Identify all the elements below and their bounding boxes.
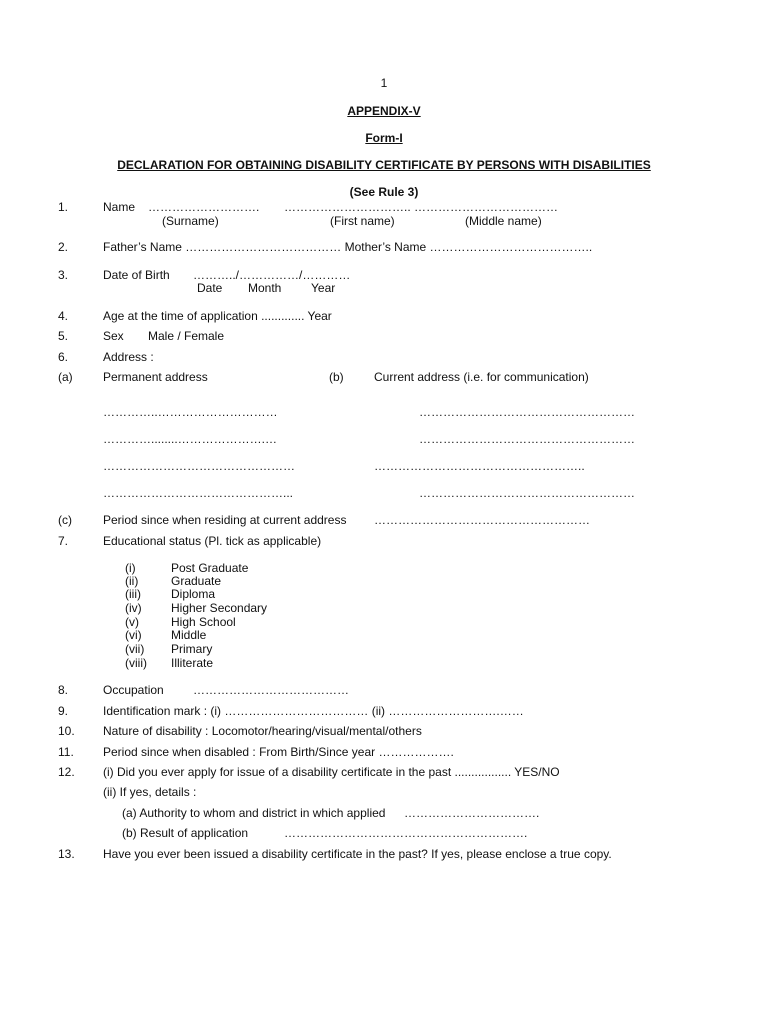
education-roman: (vii) — [125, 642, 145, 656]
current-address-line[interactable]: ……………………………………………… — [419, 405, 635, 419]
surname-caption: (Surname) — [162, 214, 219, 228]
item-number: 5. — [58, 329, 69, 343]
identification-mark-field[interactable]: Identification mark : (i) ……………………………… (ii) ……………………….…… — [103, 704, 524, 718]
permanent-address-line[interactable]: ………………………………………… — [103, 459, 295, 473]
first-name-caption: (First name) — [330, 214, 395, 228]
item-number: 10. — [58, 724, 75, 738]
authority-label: (a) Authority to whom and district in which applied — [122, 806, 386, 820]
item-number: 8. — [58, 683, 69, 697]
education-roman: (iv) — [125, 601, 142, 615]
disability-nature-field[interactable]: Nature of disability : Locomotor/hearing/visual/mental/others — [103, 724, 422, 738]
permanent-address-line[interactable]: …………........………………….… — [103, 432, 278, 446]
authority-field[interactable]: ……………………………. — [404, 806, 540, 820]
result-label: (b) Result of application — [122, 826, 249, 840]
education-option[interactable]: Diploma — [171, 587, 216, 601]
current-address-line[interactable]: ……………………………………………… — [419, 432, 635, 446]
education-option[interactable]: Middle — [171, 628, 207, 642]
disability-period-field[interactable]: Period since when disabled : From Birth/Since year ………………. — [103, 745, 454, 759]
item-number: 9. — [58, 704, 69, 718]
education-roman: (iii) — [125, 587, 141, 601]
education-option[interactable]: High School — [171, 615, 236, 629]
previous-certificate-question: Have you ever been issued a disability certificate in the past? If yes, please enclose a true copy. — [103, 847, 612, 861]
result-field[interactable]: ……………………………………………………. — [284, 826, 528, 840]
form-title: DECLARATION FOR OBTAINING DISABILITY CERTIFICATE BY PERSONS WITH DISABILITIES — [117, 158, 651, 172]
residing-period-label: Period since when residing at current address — [103, 513, 347, 527]
item-number: 12. — [58, 765, 75, 779]
education-roman: (viii) — [125, 656, 147, 670]
education-option[interactable]: Illiterate — [171, 656, 214, 670]
sub-item-label: (b) — [329, 370, 344, 384]
item-number: 11. — [58, 745, 74, 759]
permanent-address-line[interactable]: …………..………………………… — [103, 405, 278, 419]
past-application-question[interactable]: (i) Did you ever apply for issue of a disability certificate in the past ................. YES/NO — [103, 765, 560, 779]
item-number: 6. — [58, 350, 69, 364]
permanent-address-line[interactable]: ………………………………………... — [103, 486, 294, 500]
item-number: 2. — [58, 240, 69, 254]
date-caption: Date — [197, 281, 223, 295]
sub-item-label: (c) — [58, 513, 72, 527]
address-label: Address : — [103, 350, 154, 364]
month-caption: Month — [248, 281, 282, 295]
education-roman: (i) — [125, 561, 136, 575]
dob-field[interactable]: ………../……………/………… — [193, 268, 351, 282]
occupation-label: Occupation — [103, 683, 164, 697]
education-option[interactable]: Graduate — [171, 574, 222, 588]
name-label: Name — [103, 200, 136, 214]
first-middle-name-field[interactable]: ………………………….. ……………………………… — [284, 200, 559, 214]
item-number: 13. — [58, 847, 75, 861]
education-roman: (ii) — [125, 574, 139, 588]
current-address-line[interactable]: …………………………………………….. — [374, 459, 585, 473]
year-caption: Year — [311, 281, 336, 295]
permanent-address-label: Permanent address — [103, 370, 208, 384]
sex-label: Sex — [103, 329, 124, 343]
page-number: 1 — [380, 76, 388, 90]
education-roman: (v) — [125, 615, 139, 629]
education-option[interactable]: Post Graduate — [171, 561, 249, 575]
current-address-line[interactable]: ……………………………………………… — [419, 486, 635, 500]
education-label: Educational status (Pl. tick as applicable) — [103, 534, 322, 548]
occupation-field[interactable]: ………………………………… — [193, 683, 349, 697]
surname-field[interactable]: ………………………. — [148, 200, 260, 214]
education-option[interactable]: Primary — [171, 642, 213, 656]
dob-label: Date of Birth — [103, 268, 170, 282]
middle-name-caption: (Middle name) — [465, 214, 542, 228]
rule-reference: (See Rule 3) — [349, 185, 419, 199]
education-option[interactable]: Higher Secondary — [171, 601, 268, 615]
parents-name-field[interactable]: Father’s Name ………………………………… Mother’s Name ………………………………….. — [103, 240, 593, 254]
details-label: (ii) If yes, details : — [103, 785, 197, 799]
appendix-heading: APPENDIX-V — [347, 104, 421, 118]
sub-item-label: (a) — [58, 370, 73, 384]
sex-options[interactable]: Male / Female — [148, 329, 225, 343]
item-number: 1. — [58, 200, 69, 214]
residing-period-field[interactable]: ……………………………………………… — [374, 513, 590, 527]
age-field[interactable]: Age at the time of application ............. Year — [103, 309, 332, 323]
item-number: 4. — [58, 309, 69, 323]
item-number: 3. — [58, 268, 69, 282]
current-address-label: Current address (i.e. for communication) — [374, 370, 589, 384]
education-roman: (vi) — [125, 628, 142, 642]
item-number: 7. — [58, 534, 69, 548]
form-heading: Form-I — [365, 131, 403, 145]
